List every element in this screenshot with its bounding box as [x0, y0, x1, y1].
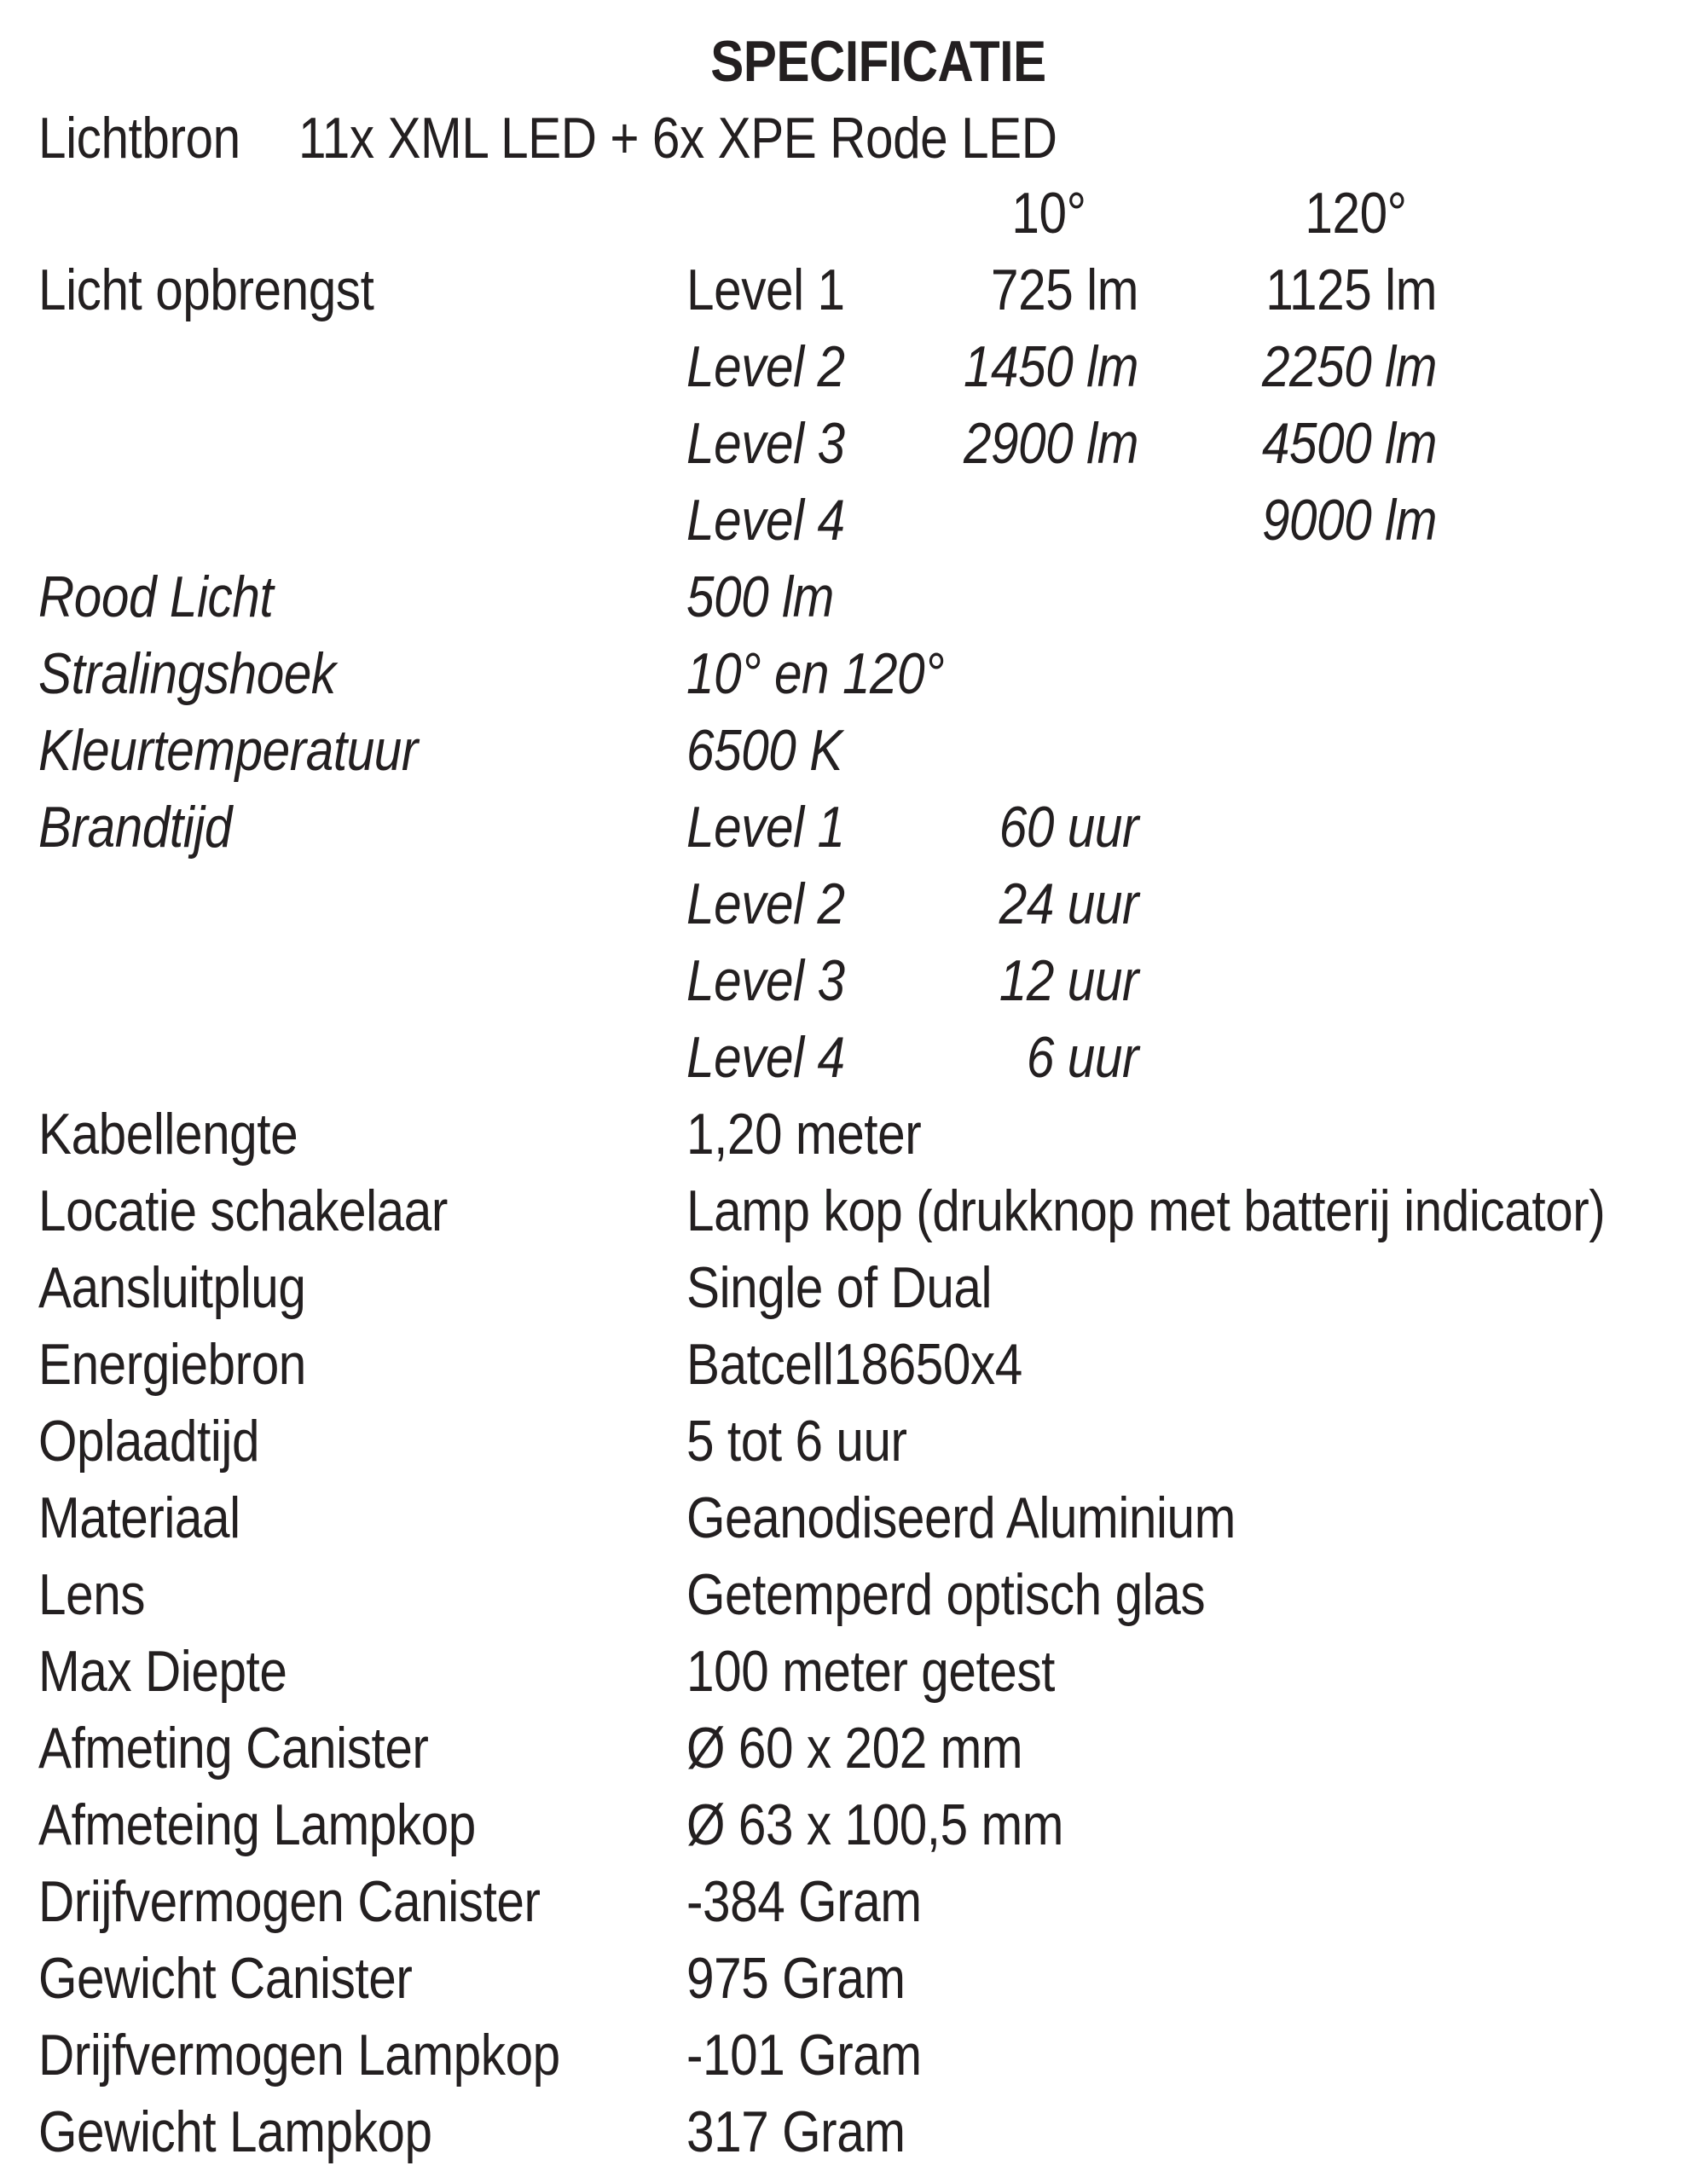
light-output-level-1: Level 1: [686, 258, 845, 322]
spec-label: Locatie schakelaar: [38, 1178, 448, 1243]
light-output-level-4: Level 4: [686, 488, 845, 553]
spec-value: Batcell18650x4: [686, 1332, 1022, 1397]
light-output-level-3: Level 3: [686, 411, 845, 476]
spec-value: 1,20 meter: [686, 1102, 922, 1167]
burn-time-level-3: Level 3: [686, 948, 845, 1013]
light-output-level-2-10: 1450 lm: [963, 334, 1138, 399]
spec-value: -384 Gram: [686, 1869, 922, 1934]
lichtbron-value: 11x XML LED + 6x XPE Rode LED: [298, 106, 1057, 171]
spec-label: Gewicht Lampkop: [38, 2099, 432, 2164]
color-temp-label: Kleurtemperatuur: [38, 718, 418, 783]
spec-value: Ø 60 x 202 mm: [686, 1716, 1023, 1781]
spec-value: 100 meter getest: [686, 1639, 1055, 1704]
spec-label: Max Diepte: [38, 1639, 287, 1704]
spec-value: Getemperd optisch glas: [686, 1562, 1206, 1627]
spec-label: Afmeteing Lampkop: [38, 1792, 476, 1857]
spec-value: 5 tot 6 uur: [686, 1409, 907, 1474]
spec-value: 317 Gram: [686, 2099, 906, 2164]
burn-time-level-4-value: 6 uur: [1026, 1025, 1138, 1090]
beam-angle-value: 10° en 120°: [686, 641, 945, 706]
spec-value: Single of Dual: [686, 1255, 993, 1320]
burn-time-level-4: Level 4: [686, 1025, 845, 1090]
spec-value: Lamp kop (drukknop met batterij indicator): [686, 1178, 1606, 1243]
burn-time-level-3-value: 12 uur: [999, 948, 1138, 1013]
angle-header-10: 10°: [1011, 181, 1086, 246]
angle-header-120: 120°: [1305, 181, 1407, 246]
light-output-level-4-120: 9000 lm: [1261, 488, 1437, 553]
red-light-value: 500 lm: [686, 565, 834, 629]
spec-label: Drijfvermogen Canister: [38, 1869, 541, 1934]
spec-value: -101 Gram: [686, 2023, 922, 2087]
spec-label: Materiaal: [38, 1485, 240, 1550]
light-output-level-2: Level 2: [686, 334, 845, 399]
spec-value: Geanodiseerd Aluminium: [686, 1485, 1236, 1550]
spec-label: Energiebron: [38, 1332, 306, 1397]
spec-label: Drijfvermogen Lampkop: [38, 2023, 560, 2087]
light-output-level-3-10: 2900 lm: [963, 411, 1138, 476]
page-title: SPECIFICATIE: [710, 29, 1046, 94]
spec-value: Ø 63 x 100,5 mm: [686, 1792, 1064, 1857]
lichtbron-label: Lichtbron: [38, 106, 240, 171]
burn-time-level-2: Level 2: [686, 871, 845, 936]
burn-time-level-2-value: 24 uur: [999, 871, 1138, 936]
burn-time-level-1-value: 60 uur: [999, 795, 1138, 860]
spec-value: 975 Gram: [686, 1946, 906, 2011]
beam-angle-label: Stralingshoek: [38, 641, 336, 706]
burn-time-level-1: Level 1: [686, 795, 845, 860]
red-light-label: Rood Licht: [38, 565, 274, 629]
light-output-level-1-120: 1125 lm: [1265, 258, 1437, 322]
light-output-level-2-120: 2250 lm: [1261, 334, 1437, 399]
light-output-level-1-10: 725 lm: [991, 258, 1138, 322]
spec-label: Gewicht Canister: [38, 1946, 413, 2011]
light-output-level-3-120: 4500 lm: [1261, 411, 1437, 476]
spec-label: Aansluitplug: [38, 1255, 306, 1320]
spec-label: Oplaadtijd: [38, 1409, 260, 1474]
color-temp-value: 6500 K: [686, 718, 842, 783]
burn-time-label: Brandtijd: [38, 795, 232, 860]
light-output-label: Licht opbrengst: [38, 258, 374, 322]
spec-label: Lens: [38, 1562, 146, 1627]
spec-label: Afmeting Canister: [38, 1716, 429, 1781]
spec-label: Kabellengte: [38, 1102, 298, 1167]
